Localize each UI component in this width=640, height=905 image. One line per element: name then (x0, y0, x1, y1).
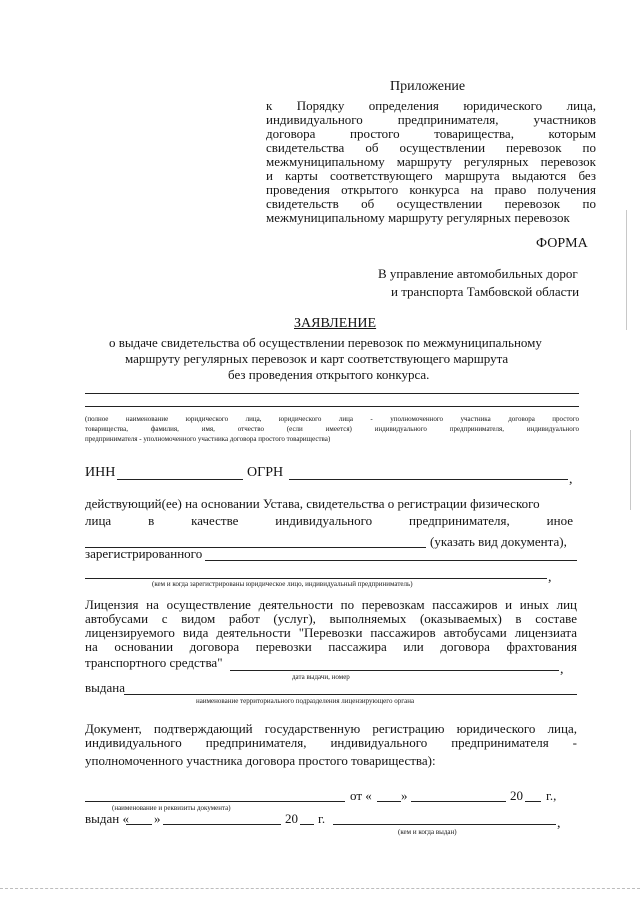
document-month-field[interactable] (411, 801, 506, 802)
basis-line: действующий(ее) на основании Устава, свидетельства о регистрации физического (85, 496, 540, 511)
license-line: автобусами с видом работ (услуг), выполняемых (оказываемых) в составе (85, 611, 577, 626)
appendix-line: к Порядку определения юридического лица, (266, 98, 596, 113)
document-issued-label: выдан « (85, 811, 129, 826)
ogrn-field[interactable] (289, 479, 568, 480)
document-year-suffix: г., (546, 788, 557, 803)
document-details-caption: (наименование и реквизиты документа) (112, 804, 231, 812)
ogrn-label: ОГРН (247, 465, 284, 480)
document-issued-month-field[interactable] (163, 824, 281, 825)
document-text (85, 722, 577, 750)
document-issued-quote: » (154, 811, 161, 826)
document-issued-day-field[interactable] (126, 824, 152, 825)
statement-subtitle-line: маршруту регулярных перевозок и карт соответствующего маршрута (125, 351, 509, 366)
document-type-hint: (указать вид документа), (430, 534, 567, 549)
registered-comma: , (548, 570, 552, 585)
appendix-line: и карты соответствующего маршрута выдаются без (266, 168, 596, 183)
document-last-line: уполномоченного участника договора простого товарищества): (85, 753, 436, 768)
appendix-line: межмуниципальному маршруту регулярных перевозок (266, 154, 596, 169)
document-from-label: от « (350, 788, 372, 803)
addressee-line: В управление автомобильных дорог (378, 266, 578, 281)
appendix-line: свидетельства об осуществлении перевозок по (266, 140, 596, 155)
document-day-quote: » (401, 788, 408, 803)
applicant-name-line[interactable] (85, 406, 579, 407)
registered-caption: (кем и когда зарегистрированы юридическое лицо, индивидуальный предприниматель) (152, 580, 413, 588)
appendix-line: межмуниципальному маршруту регулярных перевозок (266, 210, 570, 225)
scan-edge-mark (626, 210, 627, 330)
license-date-number-field[interactable] (230, 670, 559, 671)
registered-field[interactable] (205, 560, 577, 561)
appendix-title: Приложение (390, 79, 466, 94)
document-issued-year-field[interactable] (300, 824, 314, 825)
document-year-prefix: 20 (510, 788, 523, 803)
form-label: ФОРМА (536, 236, 588, 251)
license-last-line: транспортного средства" (85, 655, 223, 670)
license-issued-field[interactable] (124, 694, 577, 695)
document-issued-caption: (кем и когда выдан) (398, 828, 457, 836)
statement-title: ЗАЯВЛЕНИЕ (294, 316, 377, 331)
license-line: Лицензия на осуществление деятельности по перевозкам пассажиров и иных лиц (85, 597, 577, 612)
caption-line: товарищества, фамилия, имя, отчество (если имеется) индивидуального предпринимателя, индивидуального (85, 425, 579, 433)
document-day-field[interactable] (377, 801, 401, 802)
addressee-line: и транспорта Тамбовской области (391, 284, 580, 299)
appendix-line: свидетельств об осуществлении перевозок по (266, 196, 596, 211)
document-line: Документ, подтверждающий государственную регистрацию юридического лица, (85, 721, 577, 736)
license-comma: , (560, 662, 564, 677)
caption-line: (полное наименование юридического лица, юридического лица - уполномоченного участника договора простого (85, 415, 579, 423)
license-issued-label: выдана (85, 680, 125, 695)
license-line: на основании договора перевозки пассажира или договора фрахтования (85, 639, 577, 654)
document-issued-g: г. (318, 811, 326, 826)
appendix-line: индивидуального предпринимателя, участников (266, 112, 596, 127)
appendix-text (266, 99, 596, 225)
appendix-line: проведения открытого конкурса на право получения (266, 182, 596, 197)
scan-edge-line (0, 888, 640, 890)
document-issued-by-field[interactable] (333, 824, 556, 825)
document-year-field[interactable] (525, 801, 541, 802)
document-issued-comma: , (557, 816, 561, 831)
document-details-field[interactable] (85, 801, 345, 802)
inn-label: ИНН (85, 465, 116, 480)
scan-edge-mark (630, 430, 631, 510)
statement-subtitle-line: без проведения открытого конкурса. (228, 367, 430, 382)
document-issued-year-prefix: 20 (285, 811, 298, 826)
basis-line: лица в качестве индивидуального предпринимателя, иное (85, 513, 573, 528)
ogrn-comma: , (569, 472, 573, 487)
document-line: индивидуального предпринимателя, индивидуального предпринимателя - (85, 735, 577, 750)
applicant-caption (85, 414, 579, 444)
appendix-line: договора простого товарищества, которым (266, 126, 596, 141)
inn-field[interactable] (117, 479, 243, 480)
license-line: лицензируемого вида деятельности "Перевозки пассажиров автобусами лицензиата (85, 625, 577, 640)
applicant-name-line[interactable] (85, 393, 579, 394)
caption-line: предпринимателя - уполномоченного участника договора простого товарищества) (85, 435, 331, 443)
license-text (85, 598, 577, 654)
registered-label: зарегистрированного (85, 546, 203, 561)
license-date-caption: дата выдачи, номер (292, 673, 350, 681)
statement-subtitle-line: о выдаче свидетельства об осуществлении перевозок по межмуниципальному (109, 335, 542, 350)
license-issued-caption: наименование территориального подразделения лицензирующего органа (196, 697, 415, 705)
